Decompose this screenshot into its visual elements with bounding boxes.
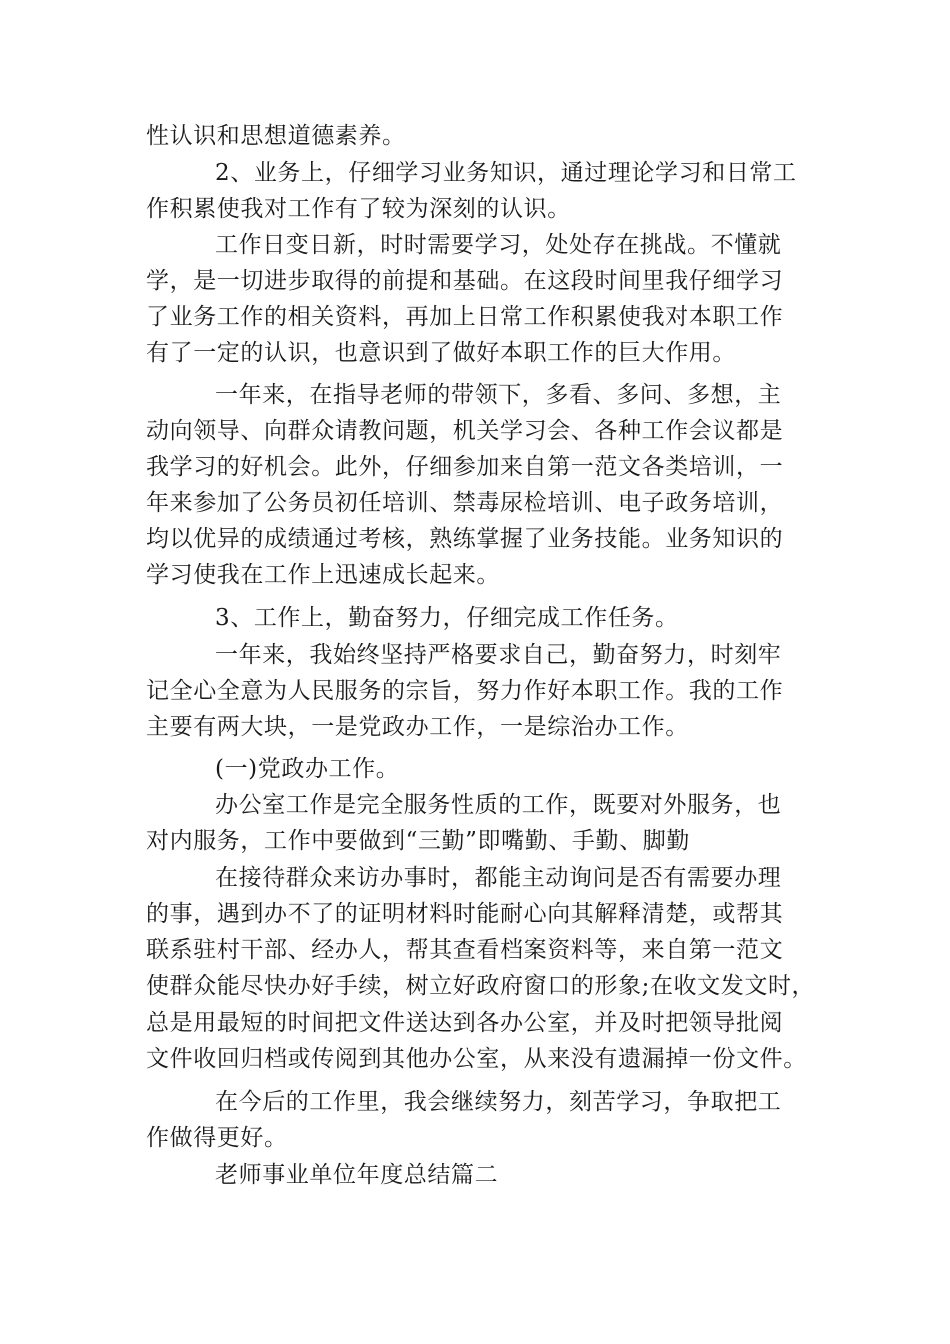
text-line: 使群众能尽快办好手续，树立好政府窗口的形象;在收文发文时，: [146, 973, 816, 999]
article-title: 老师事业单位年度总结篇二: [215, 1162, 499, 1188]
text-line: 主要有两大块，一是党政办工作，一是综治办工作。: [146, 714, 689, 740]
text-line: 学，是一切进步取得的前提和基础。在这段时间里我仔细学习: [146, 268, 784, 294]
text-line: 学习使我在工作上迅速成长起来。: [146, 562, 500, 588]
text-line: 动向领导、向群众请教问题，机关学习会、各种工作会议都是: [146, 418, 784, 444]
paragraph-start: 在接待群众来访办事时，都能主动询问是否有需要办理: [215, 865, 782, 891]
paragraph-start: 在今后的工作里，我会继续努力，刻苦学习，争取把工: [215, 1089, 782, 1115]
text-line: 作做得更好。: [146, 1125, 288, 1151]
text-line: 联系驻村干部、经办人，帮其查看档案资料等，来自第一范文: [146, 937, 784, 963]
text-line: 我学习的好机会。此外，仔细参加来自第一范文各类培训，一: [146, 454, 784, 480]
text-line: 性认识和思想道德素养。: [146, 123, 406, 149]
text-line: 有了一定的认识，也意识到了做好本职工作的巨大作用。: [146, 340, 736, 366]
text-line: 对内服务，工作中要做到“三勤”即嘴勤、手勤、脚勤: [146, 828, 690, 854]
text-line: 的事，遇到办不了的证明材料时能耐心向其解释清楚，或帮其: [146, 901, 784, 927]
text-line: 了业务工作的相关资料，再加上日常工作积累使我对本职工作: [146, 304, 784, 330]
text-line: 年来参加了公务员初任培训、禁毒尿检培训、电子政务培训，: [146, 490, 784, 516]
section-heading-3: 3、工作上，勤奋努力，仔细完成工作任务。: [215, 605, 679, 631]
paragraph-start: 一年来，在指导老师的带领下，多看、多问、多想，主: [215, 382, 782, 408]
text-line: 记全心全意为人民服务的宗旨，努力作好本职工作。我的工作: [146, 678, 784, 704]
section-heading-2: 2、业务上，仔细学习业务知识，通过理论学习和日常工: [215, 160, 797, 186]
text-line: 均以优异的成绩通过考核，熟练掌握了业务技能。业务知识的: [146, 526, 784, 552]
subsection-heading: (一)党政办工作。: [215, 756, 400, 782]
text-line: 文件收回归档或传阅到其他办公室，从来没有遗漏掉一份文件。: [146, 1046, 807, 1072]
text-line: 总是用最短的时间把文件送达到各办公室，并及时把领导批阅: [146, 1010, 784, 1036]
paragraph-start: 一年来，我始终坚持严格要求自己，勤奋努力，时刻牢: [215, 642, 782, 668]
text-line: 作积累使我对工作有了较为深刻的认识。: [146, 196, 571, 222]
paragraph-start: 工作日变日新，时时需要学习，处处存在挑战。不懂就: [215, 232, 782, 258]
paragraph-start: 办公室工作是完全服务性质的工作，既要对外服务，也: [215, 792, 782, 818]
